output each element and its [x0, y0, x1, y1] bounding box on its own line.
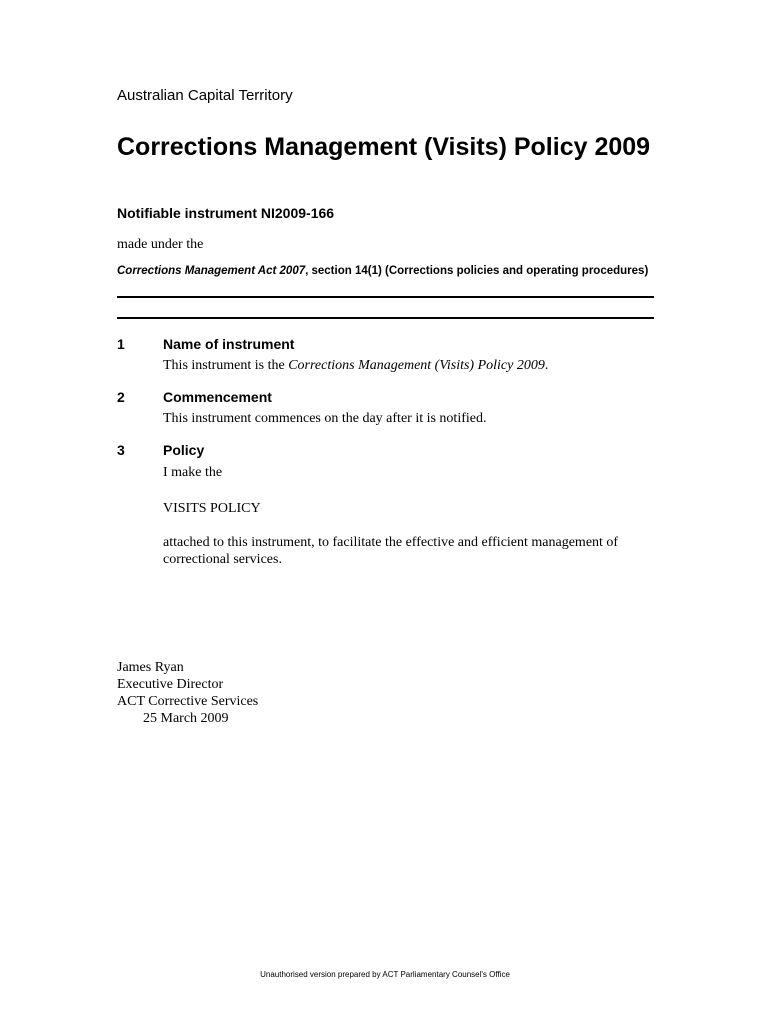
section-text-1-after: .	[544, 358, 549, 373]
section-heading-3: Policy	[163, 442, 205, 458]
section-heading-2: Commencement	[163, 389, 272, 405]
signature-block	[117, 659, 258, 727]
section-text-3-policy-name: VISITS POLICY	[163, 501, 261, 516]
divider-top	[117, 296, 654, 298]
act-name: Corrections Management Act 2007	[117, 265, 306, 277]
act-section: , section 14(1) (Corrections policies and operating procedures)	[305, 265, 649, 277]
instrument-number: Notifiable instrument NI2009-166	[117, 205, 335, 221]
section-number-2: 2	[117, 389, 125, 405]
section-number-1: 1	[117, 336, 125, 352]
section-text-1-italic: Corrections Management (Visits) Policy 2009	[288, 358, 545, 373]
made-under-text: made under the	[117, 237, 204, 252]
section-heading-1: Name of instrument	[163, 336, 295, 352]
divider-bottom	[117, 317, 654, 319]
section-text-1-before: This instrument is the	[163, 358, 289, 373]
page-footer: Unauthorised version prepared by ACT Parliamentary Counsel's Office	[260, 970, 510, 979]
section-text-3-intro: I make the	[163, 465, 223, 480]
jurisdiction: Australian Capital Territory	[117, 87, 293, 104]
signature-date: 25 March 2009	[143, 711, 229, 726]
document-title: Corrections Management (Visits) Policy 2009	[117, 133, 651, 161]
section-text-1	[163, 357, 658, 374]
act-reference	[117, 264, 654, 279]
section-text-3-purpose: attached to this instrument, to facilitate the effective and efficient management of correctional services.	[163, 535, 619, 567]
section-text-2: This instrument commences on the day after it is notified.	[163, 411, 487, 426]
section-number-3: 3	[117, 442, 125, 458]
signatory-position: Executive Director	[117, 677, 224, 692]
signatory-name: James Ryan	[117, 660, 184, 675]
signatory-organisation: ACT Corrective Services	[117, 694, 259, 709]
